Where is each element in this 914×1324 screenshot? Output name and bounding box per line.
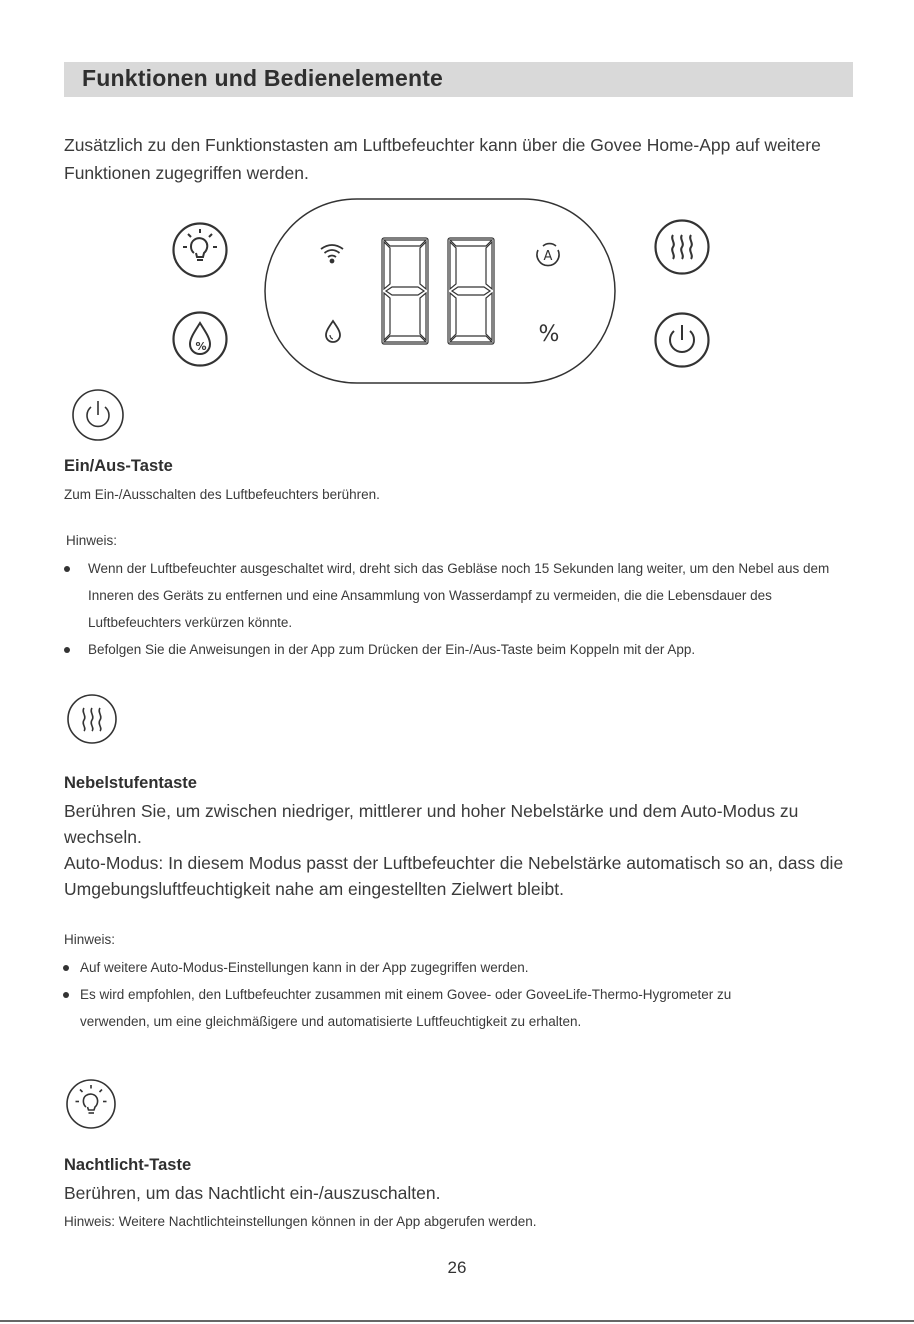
humidity-percent-button-icon (171, 310, 229, 368)
section-title-bar (64, 62, 853, 97)
nightlight-heading: Nachtlicht-Taste (64, 1156, 192, 1174)
seven-segment-digit-2 (448, 238, 494, 344)
svg-text:%: % (195, 340, 207, 353)
power-note-label: Hinweis: (66, 533, 118, 548)
auto-mode-description: Auto-Modus: In diesem Modus passt der Luftbefeuchter die Nebelstärke automatisch so an, dass die Umgebungsluftfeuchtigkeit nahe am eingestellten Zielwert bleibt. (64, 853, 844, 899)
power-description: Zum Ein-/Ausschalten des Luftbefeuchters berühren. (64, 487, 380, 502)
nightlight-description: Berühren, um das Nachtlicht ein-/auszuschalten. (64, 1183, 441, 1203)
mist-icon (66, 693, 118, 745)
list-item: Befolgen Sie die Anweisungen in der App zum Drücken der Ein-/Aus-Taste beim Koppeln mit der App. (88, 636, 863, 663)
water-drop-icon (326, 321, 340, 342)
power-notes-list (88, 555, 863, 663)
nightlight-icon (65, 1078, 117, 1130)
percent-symbol: % (538, 322, 560, 347)
list-item: Es wird empfohlen, den Luftbefeuchter zusammen mit einem Govee- oder GoveeLife-Thermo-Hygrometer zu verwenden, um eine gleichmäßigere und automatisierte Luftfeuchtigkeit zu erhalten. (80, 981, 800, 1035)
intro-text: Zusätzlich zu den Funktionstasten am Luftbefeuchter kann über die Govee Home-App auf weitere Funktionen zugegriffen werden. (64, 135, 821, 183)
page-title: Funktionen und Bedienelemente (82, 65, 444, 91)
mist-heading: Nebelstufentaste (64, 774, 197, 792)
light-button-icon (171, 221, 229, 279)
page-number: 26 (447, 1258, 467, 1277)
power-heading: Ein/Aus-Taste (64, 457, 173, 475)
power-icon (71, 388, 125, 442)
nightlight-note: Hinweis: Weitere Nachtlichteinstellungen können in der App abgerufen werden. (64, 1214, 537, 1229)
list-item: Auf weitere Auto-Modus-Einstellungen kann in der App zugegriffen werden. (80, 954, 800, 981)
power-button-icon (653, 311, 711, 369)
svg-text:A: A (543, 249, 553, 264)
mist-notes-list (80, 954, 800, 1035)
mist-button-icon (653, 218, 711, 276)
control-panel-display (262, 196, 618, 386)
seven-segment-digit-1 (382, 238, 428, 344)
wifi-icon (321, 245, 343, 263)
mist-note-label: Hinweis: (64, 932, 116, 947)
mist-description: Berühren Sie, um zwischen niedriger, mittlerer und hoher Nebelstärke und dem Auto-Modus zu wechseln. (64, 801, 799, 847)
list-item: Wenn der Luftbefeuchter ausgeschaltet wird, dreht sich das Gebläse noch 15 Sekunden lang weiter, um den Nebel aus dem Inneren des Geräts zu entfernen und eine Ansammlung von Wasserdampf zu vermeiden, die die Lebensdauer des Luftbefeuchters verkürzen könnte. (88, 555, 863, 636)
footer-divider (0, 1320, 914, 1322)
auto-mode-icon (537, 244, 559, 266)
